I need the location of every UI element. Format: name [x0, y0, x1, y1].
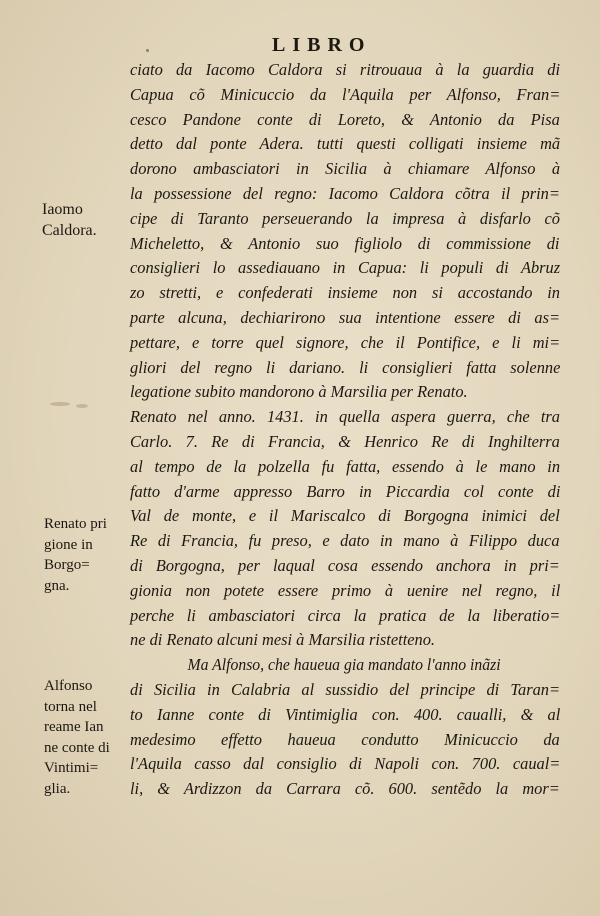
text-line: medesimo effetto haueua condutto Minicuccio da [130, 729, 560, 749]
text-line: l'Aquila casso dal consiglio di Napoli con. 700. caual= [130, 754, 561, 774]
text-line: ne di Renato alcuni mesi à Marsilia ristetteno. [130, 630, 436, 650]
text-line: li, & Ardizzon da Carrara cõ. 600. sentẽdo la mor= [130, 779, 560, 799]
ink-smudge [50, 402, 70, 406]
marginal-note-line: Renato pri [44, 516, 107, 532]
text-line: gionia non potete essere primo à uenire nel regno, il [130, 580, 561, 600]
text-line: Val de monte, e il Mariscalco di Borgogna inimici del [130, 506, 560, 526]
text-line: di Sicilia in Calabria al sussidio del principe di Taran= [130, 679, 561, 699]
text-line: cipe di Taranto perseuerando la impresa à disfarlo cõ [130, 208, 560, 228]
text-line: gliori del regno li dariano. li consiglieri fatta solenne [130, 357, 561, 377]
marginal-note-line: Caldora. [42, 221, 97, 239]
marginal-note-line: gione in [44, 536, 93, 553]
text-line: zo stretti, e confederati insieme non si accostando in [130, 283, 561, 303]
marginal-note-line: glia. [44, 780, 71, 797]
marginal-note-line: reame Ian [44, 719, 104, 735]
marginal-note-line: torna nel [44, 698, 97, 715]
text-line: dorono ambasciatori in Sicilia à chiamare Alfonso à [130, 159, 561, 179]
text-line: ciato da Iacomo Caldora si ritrouaua à la guardia di [130, 60, 560, 79]
text-line: consiglieri lo assediauano in Capua: li populi di Abruz [130, 258, 561, 278]
text-line: to Ianne conte di Vintimiglia con. 400. caualli, & al [130, 704, 561, 724]
text-line: pettare, e torre quel signore, che il Pontifice, e li mi= [130, 332, 561, 352]
marginal-note-renato [44, 514, 136, 596]
text-line: perche li ambasciatori circa la pratica de la liberatio= [130, 605, 561, 625]
marginal-note-alfonso [44, 676, 136, 799]
marginal-note-line: Iaomo [42, 201, 83, 218]
marginal-note-line: Vintimi= [44, 760, 99, 776]
running-title: LIBRO [272, 34, 372, 56]
ink-smudge [76, 404, 88, 408]
text-line: legatione subito mandorono à Marsilia per Renato. [130, 382, 468, 402]
text-line: Capua cõ Minicuccio da l'Aquila per Alfonso, Fran= [130, 84, 561, 104]
marginal-note-caldora [42, 200, 134, 241]
marginal-note-line: ne conte di [44, 739, 110, 756]
marginal-note-line: gna. [44, 577, 70, 594]
text-line: parte alcuna, dechiarirono sua intentione essere di as= [130, 307, 561, 327]
text-line: Renato nel anno. 1431. in quella aspera guerra, che tra [130, 407, 561, 427]
body-text [130, 58, 560, 802]
marginal-note-line: Alfonso [44, 678, 93, 694]
text-line: al tempo de la polzella fu fatta, essendo à le mano in [130, 456, 561, 476]
text-line: Re di Francia, fu preso, e dato in mano à Filippo duca [130, 531, 560, 551]
text-line: la possessione del regno: Iacomo Caldora cõtra il prin= [130, 183, 560, 203]
text-line: fatto d'arme appresso Barro in Piccardia col conte di [130, 481, 561, 501]
text-line: Micheletto, & Antonio suo figliolo di commissione di [130, 233, 560, 253]
page-mark [146, 49, 149, 52]
marginal-note-line: Borgo= [44, 557, 90, 573]
text-line: di Borgogna, per laqual cosa essendo anchora in pri= [130, 555, 560, 575]
text-line: Carlo. 7. Re di Francia, & Henrico Re di Inghilterra [130, 431, 560, 451]
text-line: detto dal ponte Adera. tutti questi colligati insieme mã [130, 134, 561, 154]
text-line: cesco Pandone conte di Loreto, & Antonio da Pisa [130, 109, 560, 129]
text-line: Ma Alfonso, che haueua gia mandato l'anno inãzi [187, 655, 501, 675]
